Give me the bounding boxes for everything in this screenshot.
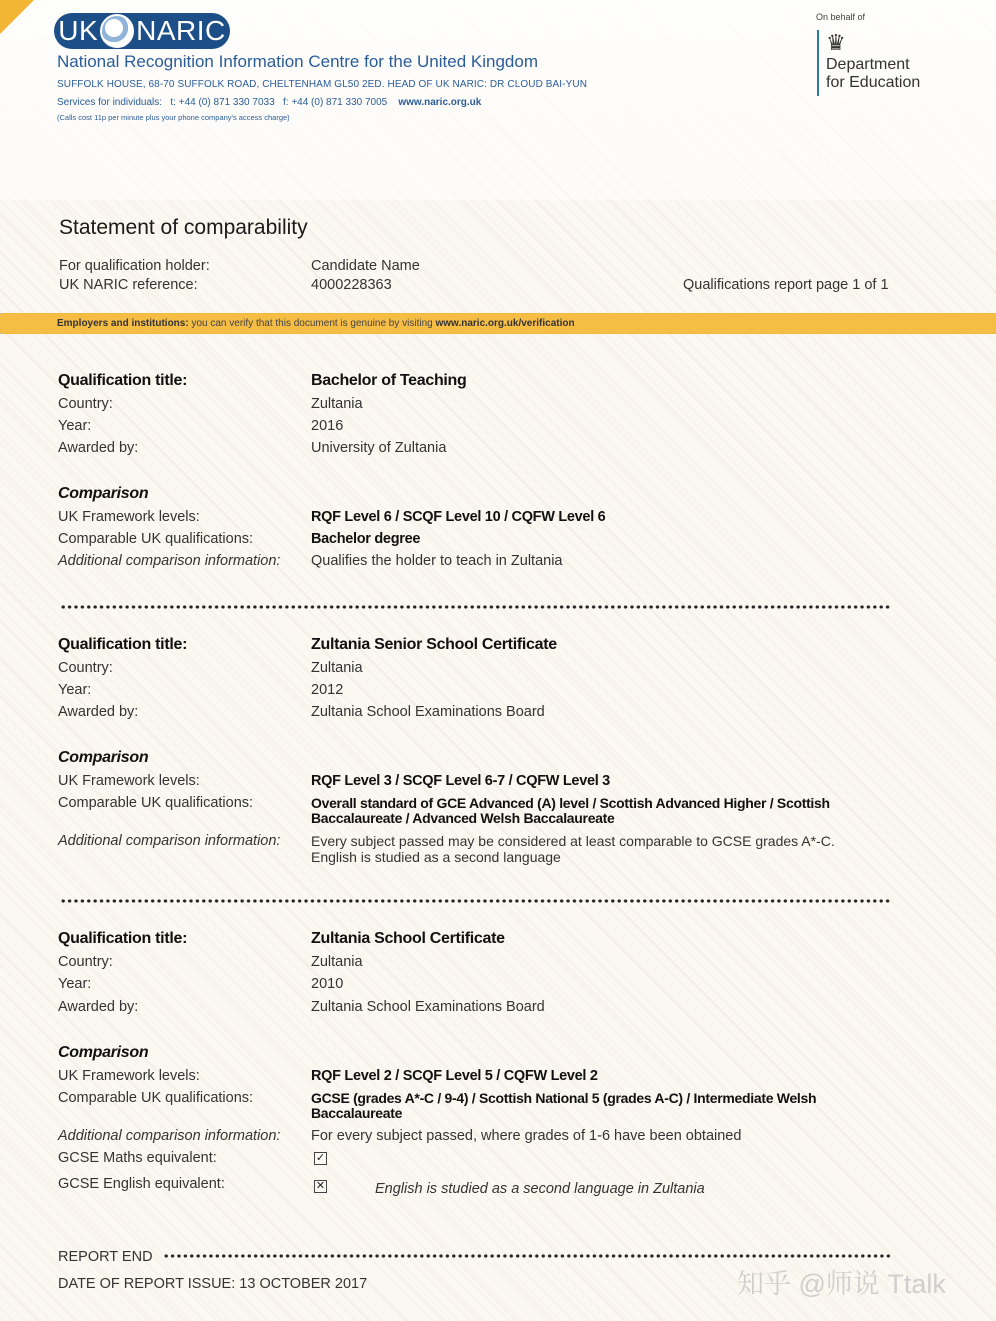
dfe-logo: [817, 30, 920, 96]
logo-text-naric: NARIC: [136, 15, 226, 46]
reference-value: 4000228363: [311, 277, 392, 293]
label-country: Country:: [58, 660, 113, 676]
comparison-heading: Comparison: [58, 749, 149, 766]
label-framework: UK Framework levels:: [58, 1068, 200, 1084]
gcse-maths-checkbox: [314, 1152, 327, 1165]
on-behalf-of: On behalf of: [816, 12, 866, 22]
qualification-title: Zultania Senior School Certificate: [311, 636, 557, 653]
source-watermark: 知乎 @师说 Ttalk: [737, 1269, 946, 1299]
qualification-title: Zultania School Certificate: [311, 930, 505, 947]
comparable-value-line-1: Overall standard of GCE Advanced (A) level / Scottish Advanced Higher / Scottish: [311, 795, 830, 811]
section-divider: [60, 898, 892, 904]
additional-value: For every subject passed, where grades of 1-6 have been obtained: [311, 1128, 742, 1144]
comparison-heading: Comparison: [58, 1044, 149, 1061]
label-country: Country:: [58, 954, 113, 970]
comparable-value-line-2: Baccalaureate: [311, 1105, 403, 1121]
label-country: Country:: [58, 396, 113, 412]
comparison-heading: Comparison: [58, 485, 149, 502]
country-value: Zultania: [311, 396, 363, 412]
globe-icon: [100, 14, 134, 48]
phone-number: t: +44 (0) 871 330 7033: [170, 97, 275, 108]
additional-value-line-2: English is studied as a second language: [311, 849, 561, 865]
country-value: Zultania: [311, 660, 363, 676]
framework-value: RQF Level 2 / SCQF Level 5 / CQFW Level 2: [311, 1068, 598, 1084]
label-comparable: Comparable UK qualifications:: [58, 1090, 254, 1106]
qualification-title: Bachelor of Teaching: [311, 372, 467, 389]
services-label: Services for individuals:: [57, 97, 163, 108]
dept-line-1: Department: [826, 56, 910, 73]
label-year: Year:: [58, 682, 92, 698]
label-awarded-by: Awarded by:: [58, 999, 139, 1015]
check-icon: ✓: [315, 1152, 326, 1164]
fax-number: f: +44 (0) 871 330 7005: [282, 97, 388, 108]
label-qualification-title: Qualification title:: [58, 636, 188, 653]
report-end-divider: [163, 1253, 893, 1259]
awarded-by-value: Zultania School Examinations Board: [311, 999, 545, 1015]
label-additional: Additional comparison information:: [58, 1128, 281, 1144]
label-qualification-title: Qualification title:: [58, 930, 188, 947]
gcse-english-checkbox: [314, 1180, 327, 1193]
additional-value: Qualifies the holder to teach in Zultania: [311, 553, 563, 569]
additional-value-line-1: Every subject passed may be considered at least comparable to GCSE grades A*-C.: [311, 833, 835, 849]
uk-naric-logo: [54, 13, 230, 49]
verification-link[interactable]: www.naric.org.uk/verification: [435, 318, 575, 329]
website-link[interactable]: www.naric.org.uk: [398, 97, 482, 108]
holder-label: For qualification holder:: [59, 258, 210, 274]
calls-note: (Calls cost 11p per minute plus your phone company's access charge): [57, 113, 290, 122]
label-year: Year:: [58, 418, 92, 434]
report-end-label: REPORT END: [58, 1249, 153, 1265]
holder-value: Candidate Name: [311, 258, 420, 274]
label-additional: Additional comparison information:: [58, 553, 281, 569]
label-additional: Additional comparison information:: [58, 833, 281, 849]
label-awarded-by: Awarded by:: [58, 440, 139, 456]
cross-icon: ✕: [315, 1180, 326, 1192]
label-awarded-by: Awarded by:: [58, 704, 139, 720]
framework-value: RQF Level 6 / SCQF Level 10 / CQFW Level 6: [311, 509, 606, 525]
contact-line: [57, 97, 481, 108]
label-year: Year:: [58, 976, 92, 992]
organization-name: National Recognition Information Centre for the United Kingdom: [57, 52, 538, 71]
comparable-value: Bachelor degree: [311, 531, 421, 547]
address: SUFFOLK HOUSE, 68-70 SUFFOLK ROAD, CHELTENHAM GL50 2ED. HEAD OF UK NARIC: DR CLOUD BAI-YUN: [57, 79, 588, 90]
label-framework: UK Framework levels:: [58, 509, 200, 525]
label-comparable: Comparable UK qualifications:: [58, 795, 254, 811]
issue-date: DATE OF REPORT ISSUE: 13 OCTOBER 2017: [58, 1276, 368, 1292]
page-info: Qualifications report page 1 of 1: [683, 277, 889, 293]
year-value: 2012: [311, 682, 344, 698]
royal-crest-icon: ♛: [826, 30, 846, 55]
reference-label: UK NARIC reference:: [59, 277, 198, 293]
label-comparable: Comparable UK qualifications:: [58, 531, 254, 547]
framework-value: RQF Level 3 / SCQF Level 6-7 / CQFW Level 3: [311, 773, 610, 789]
country-value: Zultania: [311, 954, 363, 970]
label-qualification-title: Qualification title:: [58, 372, 188, 389]
comparable-value-line-1: GCSE (grades A*-C / 9-4) / Scottish National 5 (grades A-C) / Intermediate Welsh: [311, 1090, 817, 1106]
corner-decoration: [0, 0, 34, 34]
dept-line-2: for Education: [826, 74, 921, 91]
label-framework: UK Framework levels:: [58, 773, 200, 789]
page-title: Statement of comparability: [59, 216, 308, 239]
section-divider: [60, 604, 892, 610]
verification-banner: [0, 313, 996, 334]
year-value: 2016: [311, 418, 344, 434]
year-value: 2010: [311, 976, 344, 992]
label-gcse-english: GCSE English equivalent:: [58, 1176, 225, 1192]
comparable-value-line-2: Baccalaureate / Advanced Welsh Baccalaureate: [311, 810, 615, 826]
logo-text-uk: UK: [58, 15, 99, 46]
banner-bold: Employers and institutions:: [57, 318, 189, 329]
label-gcse-maths: GCSE Maths equivalent:: [58, 1150, 217, 1166]
awarded-by-value: Zultania School Examinations Board: [311, 704, 545, 720]
gcse-english-note: English is studied as a second language in Zultania: [375, 1181, 705, 1197]
banner-text: you can verify that this document is genuine by visiting: [188, 318, 436, 329]
awarded-by-value: University of Zultania: [311, 440, 447, 456]
